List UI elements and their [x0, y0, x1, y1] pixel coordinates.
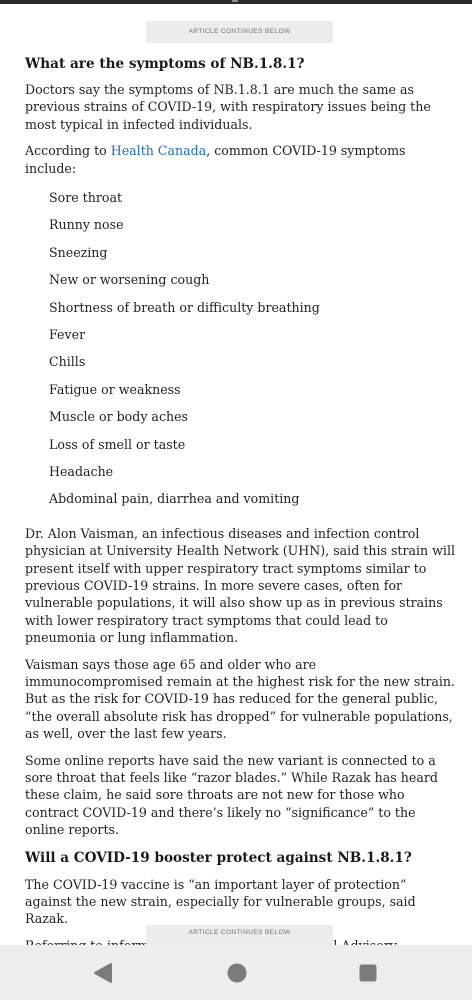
back-icon[interactable] [92, 962, 114, 984]
symptom-item: Loss of smell or taste [49, 436, 186, 452]
symptom-item: Chills [49, 354, 86, 370]
symptom-item: Abdominal pain, diarrhea and vomiting [49, 491, 300, 507]
paragraph-according [25, 142, 457, 177]
article-body [25, 55, 457, 1000]
ad-banner-bottom: ARTICLE CONTINUES BELOW [146, 925, 333, 945]
heading-booster: Will a COVID-19 booster protect against NB.1.8.1? [25, 849, 412, 866]
symptom-item: Headache [49, 463, 114, 479]
home-icon[interactable] [226, 962, 248, 984]
symptom-item: Fever [49, 326, 86, 342]
symptom-item: Sneezing [49, 244, 108, 260]
according-suffix: , common COVID-19 symptoms include: [25, 143, 406, 176]
paragraph-razor-blades: Some online reports have said the new variant is connected to a sore throat that feels like “razor blades.” While Razak has heard these claim, he said sore throats are not new for those who contract COVID-19 and there’s likely no “significance” to the online reports. [25, 752, 438, 838]
symptom-item: Shortness of breath or difficulty breathing [49, 299, 320, 315]
health-canada-link[interactable]: Health Canada [110, 143, 207, 159]
system-navigation-bar [0, 945, 472, 1000]
status-bar-strip [0, 0, 472, 4]
paragraph-intro: Doctors say the symptoms of NB.1.8.1 are much the same as previous strains of COVID-19, with respiratory issues being the most typical in infected individuals. [25, 82, 431, 132]
status-bar-indicator [232, 0, 238, 2]
recent-apps-icon[interactable] [357, 962, 379, 984]
symptom-item: New or worsening cough [49, 272, 210, 288]
ad-banner-top: ARTICLE CONTINUES BELOW [146, 21, 333, 43]
symptom-item: Runny nose [49, 217, 124, 233]
according-prefix: According to [25, 143, 111, 159]
paragraph-vaccine: The COVID-19 vaccine is “an important layer of protection” against the new strain, especially for vulnerable groups, said Razak. [25, 876, 416, 927]
symptoms-list [49, 189, 457, 518]
symptom-item: Muscle or body aches [49, 409, 189, 425]
symptom-item: Fatigue or weakness [49, 381, 181, 397]
paragraph-vaisman: Dr. Alon Vaisman, an infectious diseases and infection control physician at University Health Network (UHN), said this strain will present itself with upper respiratory tract symptoms similar to previous COVID-19 strains. In more severe cases, often for vulnerable populations, it will also show up as in previous strains with lower respiratory tract symptoms that could lead to pneumonia or lung inflammation. [25, 525, 455, 646]
heading-symptoms: What are the symptoms of NB.1.8.1? [25, 56, 305, 72]
paragraph-risk: Vaisman says those age 65 and older who are immunocompromised remain at the highest risk for the new strain. But as the risk for COVID-19 has reduced for the general public, “the overall absolute risk has dropped” for vulnerable populations, as well, over the last few years. [25, 656, 456, 742]
symptom-item: Sore throat [49, 190, 123, 206]
